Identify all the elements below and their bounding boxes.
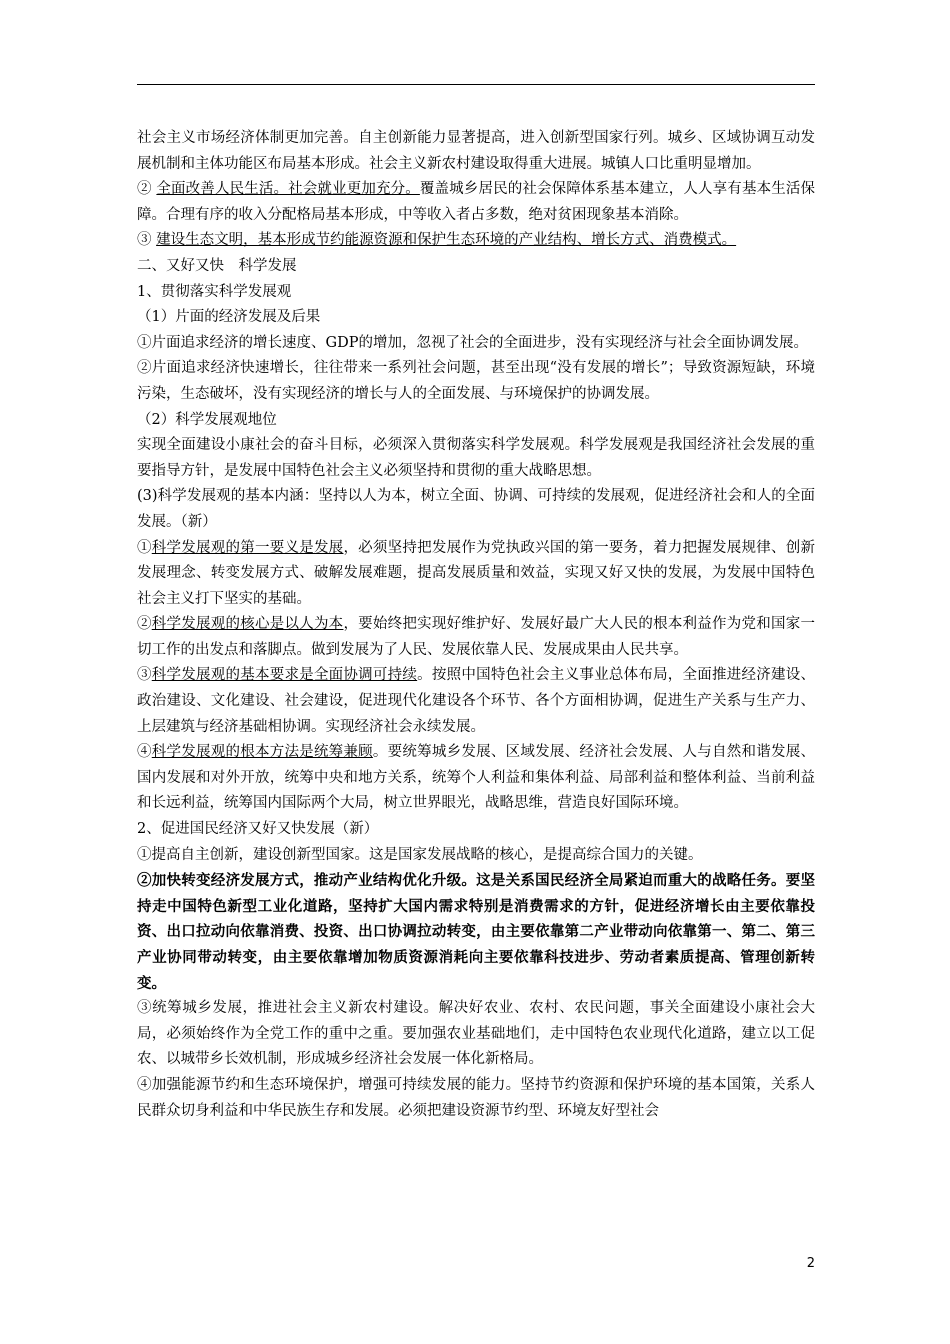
paragraph-12: ①科学发展观的第一要义是发展，必须坚持把发展作为党执政兴国的第一要务，着力把握发展规律、创新发展理念、转变发展方式、破解发展难题，提高发展质量和效益，实现又好又快的发展，为发展中国特色社会主义打下坚实的基础。 <box>137 539 816 607</box>
underlined-phrase: 科学发展观的核心是以人为本 <box>151 616 344 633</box>
header-rule <box>137 84 815 85</box>
underlined-phrase: 科学发展观的基本要求是全面协调可持续 <box>151 667 418 684</box>
underlined-phrase: 建设生态文明，基本形成节约能源资源和保护生态环境的产业结构、增长方式、消费模式。 <box>156 232 737 249</box>
item-heading: （2）科学发展观地位 <box>137 411 277 428</box>
paragraph-13: ②科学发展观的核心是以人为本，要始终把实现好维护好、发展好最广大人民的根本利益作为党和国家一切工作的出发点和落脚点。做到发展为了人民、发展依靠人民、发展成果由人民共享。 <box>137 616 816 658</box>
subsection-heading: 2、促进国民经济又好又快发展（新） <box>137 821 379 838</box>
paragraph-2: ② 全面改善人民生活。社会就业更加充分。覆盖城乡居民的社会保障体系基本建立，人人享有基本生活保障。合理有序的收入分配格局基本形成，中等收入者占多数，绝对贫困现象基本消除。 <box>137 181 816 223</box>
paragraph-8: ②片面追求经济快速增长，往往带来一系列社会问题，甚至出现“没有发展的增长”；导致资源短缺，环境污染，生态破坏，没有实现经济的增长与人的全面发展、与环境保护的协调发展。 <box>137 360 815 402</box>
section-heading: 二、又好又快 科学发展 <box>137 257 297 274</box>
paragraph-1: 社会主义市场经济体制更加完善。自主创新能力显著提高，进入创新型国家行列。城乡、区域协调互动发展机制和主体功能区布局基本形成。社会主义新农村建设取得重大进展。城镇人口比重明显增加。 <box>137 130 815 172</box>
page-number: 2 <box>806 1256 815 1271</box>
paragraph-10: 实现全面建设小康社会的奋斗目标，必须深入贯彻落实科学发展观。科学发展观是我国经济社会发展的重要指导方针，是发展中国特色社会主义必须坚持和贯彻的重大战略思想。 <box>137 437 815 479</box>
bold-paragraph: ②加快转变经济发展方式，推动产业结构优化升级。这是关系国民经济全局紧迫而重大的战略任务。要坚持走中国特色新型工业化道路，坚持扩大国内需求特别是消费需求的方针，促进经济增长由主要依靠投资、出口拉动向依靠消费、投资、出口协调拉动转变，由主要依靠第二产业带动向依靠第一、第二、第三产业协同带动转变，由主要依靠增加物质资源消耗向主要依靠科技进步、劳动者素质提高、管理创新转变。 <box>137 872 815 992</box>
paragraph-14: ③科学发展观的基本要求是全面协调可持续。按照中国特色社会主义事业总体布局，全面推进经济建设、政治建设、文化建设、社会建设，促进现代化建设各个环节、各个方面相协调，促进生产关系与生产力、上层建筑与经济基础相协调。实现经济社会永续发展。 <box>137 667 816 735</box>
paragraph-19: ③统筹城乡发展，推进社会主义新农村建设。解决好农业、农村、农民问题，事关全面建设小康社会大局，必须始终作为全党工作的重中之重。要加强农业基础地们，走中国特色农业现代化道路，建立以工促农、以城带乡长效机制，形成城乡经济社会发展一体化新格局。 <box>137 1000 815 1068</box>
paragraph-15: ④科学发展观的根本方法是统筹兼顾。要统筹城乡发展、区域发展、经济社会发展、人与自然和谐发展、国内发展和对外开放，统筹中央和地方关系，统筹个人利益和集体利益、局部利益和整体利益、当前利益和长远利益，统筹国内国际两个大局，树立世界眼光，战略思维，营造良好国际环境。 <box>137 744 816 812</box>
underlined-phrase: 科学发展观的第一要义是发展 <box>151 539 344 556</box>
item-heading: （1）片面的经济发展及后果 <box>137 309 321 326</box>
paragraph-17: ①提高自主创新，建设创新型国家。这是国家发展战略的核心，是提高综合国力的关键。 <box>137 846 703 863</box>
underlined-phrase: 科学发展观的根本方法是统筹兼顾 <box>151 744 373 761</box>
paragraph-3: ③ 建设生态文明，基本形成节约能源资源和保护生态环境的产业结构、增长方式、消费模式。 <box>137 232 737 249</box>
underlined-phrase: 全面改善人民生活。社会就业更加充分。 <box>156 181 420 198</box>
paragraph-11: (3)科学发展观的基本内涵：坚持以人为本，树立全面、协调、可持续的发展观，促进经济社会和人的全面发展。（新） <box>137 488 815 530</box>
paragraph-20: ④加强能源节约和生态环境保护，增强可持续发展的能力。坚持节约资源和保护环境的基本国策，关系人民群众切身利益和中华民族生存和发展。必须把建设资源节约型、环境友好型社会 <box>137 1076 815 1119</box>
document-body <box>137 126 815 1124</box>
subsection-heading: 1、贯彻落实科学发展观 <box>137 283 292 300</box>
paragraph-7: ①片面追求经济的增长速度、GDP的增加，忽视了社会的全面进步，没有实现经济与社会全面协调发展。 <box>137 334 808 351</box>
